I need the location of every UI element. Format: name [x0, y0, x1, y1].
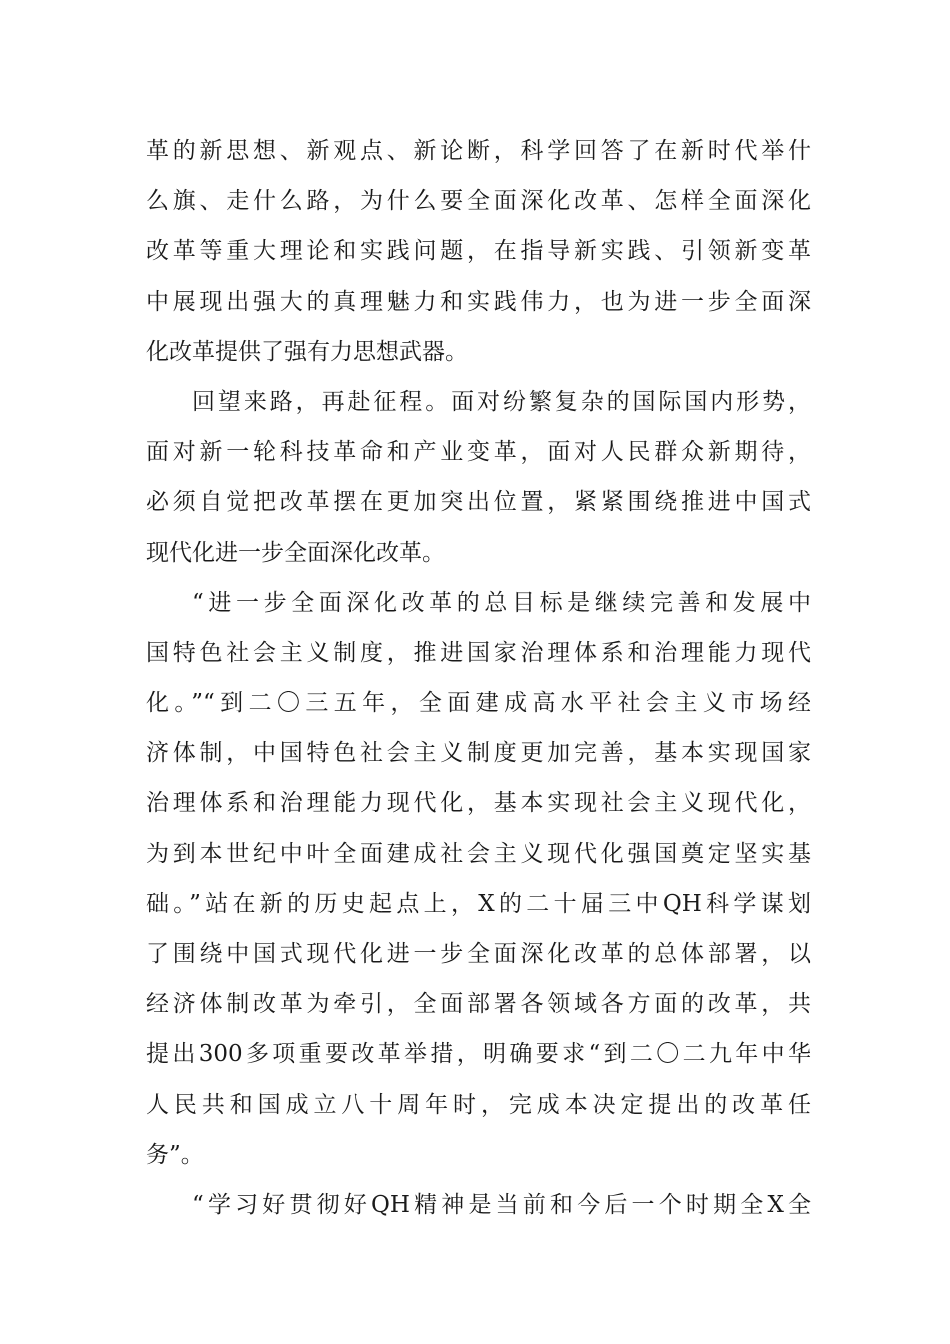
paragraph	[146, 377, 811, 578]
text-line: 回望来路，再赴征程。面对纷繁复杂的国际国内形势，	[192, 388, 811, 415]
text-line: “学习好贯彻好QH精神是当前和今后一个时期全X全	[192, 1191, 811, 1218]
text-line: 国特色社会主义制度，推进国家治理体系和治理能力现代	[146, 639, 811, 666]
paragraph	[146, 126, 811, 377]
text-line: 济体制，中国特色社会主义制度更加完善，基本实现国家	[146, 740, 811, 767]
text-line: 改革等重大理论和实践问题，在指导新实践、引领新变革	[146, 238, 811, 265]
text-line: 化。”“到二〇三五年，全面建成高水平社会主义市场经	[146, 690, 811, 717]
text-line: 了围绕中国式现代化进一步全面深化改革的总体部署，以	[146, 941, 811, 967]
text-line: “进一步全面深化改革的总目标是继续完善和发展中	[192, 589, 811, 616]
text-line: 必须自觉把改革摆在更加突出位置，紧紧围绕推进中国式	[146, 489, 811, 516]
text-line: 中展现出强大的真理魅力和实践伟力，也为进一步全面深	[146, 288, 811, 315]
text-line: 为到本世纪中叶全面建成社会主义现代化强国奠定坚实基	[146, 840, 811, 867]
text-line: 现代化进一步全面深化改革。	[146, 539, 445, 566]
text-line: 么旗、走什么路，为什么要全面深化改革、怎样全面深化	[146, 188, 811, 215]
paragraph	[146, 578, 811, 1180]
text-line: 务”。	[146, 1141, 204, 1168]
text-line: 面对新一轮科技革命和产业变革，面对人民群众新期待，	[146, 439, 811, 466]
text-line: 化改革提供了强有力思想武器。	[146, 338, 468, 365]
text-line: 提出300多项重要改革举措，明确要求“到二〇二九年中华	[146, 1041, 811, 1068]
text-line: 经济体制改革为牵引，全面部署各领域各方面的改革，共	[146, 991, 811, 1018]
text-line: 础。”站在新的历史起点上，X的二十届三中QH科学谋划	[146, 890, 811, 917]
body-text	[146, 126, 811, 1230]
text-line: 治理体系和治理能力现代化，基本实现社会主义现代化，	[146, 790, 811, 817]
text-line: 人民共和国成立八十周年时，完成本决定提出的改革任	[146, 1091, 811, 1118]
paragraph	[146, 1180, 811, 1230]
text-line: 革的新思想、新观点、新论断，科学回答了在新时代举什	[146, 138, 811, 164]
